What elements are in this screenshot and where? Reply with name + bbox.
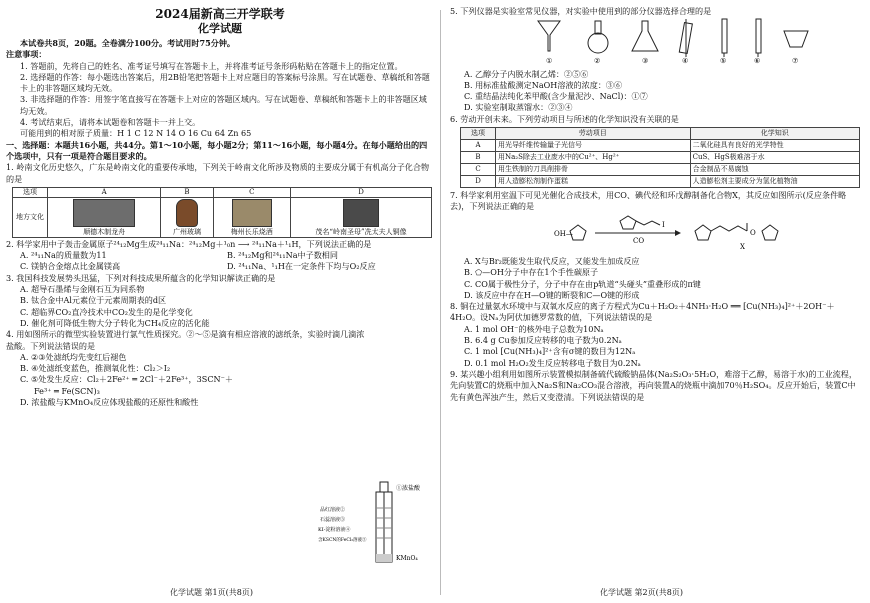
table-row [461,152,860,164]
table-cell: 用光导纤维传输量子光信号 [496,140,691,152]
atomic-mass-line: 可能用到的相对原子质量：H 1 C 12 N 14 O 16 Cu 64 Zn 65 [20,128,252,139]
round-flask-icon [588,21,608,53]
glass-vase-photo [176,199,198,227]
instrument-number: ③ [642,57,649,66]
option-c: C. 镁钠合金熔点比金属镁高 [20,261,121,272]
table-row [461,164,860,176]
option-c: C. 超临界CO₂直冷技术中CO₂发生的是化学变化 [20,306,193,317]
question-3-stem: 3. 我国科技发展势头迅猛，下列对科技成果所蕴含的化学知识解读正确的是 [6,272,276,283]
caption: 广州玻璃 [172,227,201,236]
instrument-number: ② [594,57,601,66]
condenser-icon [679,19,692,57]
table-cell: 用生铁制的刀具削排骨 [496,164,691,176]
chlorine-apparatus-diagram [318,478,438,568]
notes-heading: 注意事项： [6,49,47,60]
question-7-stem: 7. 科学家利用室温下可见光催化合成技术，用CO、碘代烃和环戊醇制备化合物X，其反应如图所示(反应条件略去)，下列说法正确的是 [450,190,847,212]
table-cell: A [461,140,496,152]
question-6-table [460,127,860,188]
option-row [6,250,434,261]
table-row [461,140,860,152]
option-d: D. 0.1 mol H₂O₂发生反应转移电子数目为0.2Nₐ [464,357,641,368]
lab-instruments-diagram [450,17,850,65]
left-column [6,6,434,408]
question-9-stem: 9. 某兴趣小组利用如图所示装置模拟制备硫代硫酸钠晶体(Na₂S₂O₃·5H₂O，难溶于乙醇，易溶于水)的工业流程，先向装置C的烧瓶中加入Na₂S和Na₂CO₃混合溶液，再向装置A的烧瓶中滴加70％H₂SO₄。反应开始后，装置C中先有黄色浑浊产生，然后又变澄清。下列说法错误的是 [450,368,857,402]
iodoalkane-structure [620,216,665,229]
exam-intro: 本试卷共8页，20题。全卷满分100分。考试用时75分钟。 [20,38,236,48]
option-c: C. CO属于极性分子，分子中存在由p轨道“头碰头”重叠形成的π键 [464,278,701,289]
conical-flask-icon [632,21,658,51]
dragon-boat-photo [73,199,135,227]
apparatus-label: KMnO₄ [396,555,418,562]
table-header-cell: 选项 [461,128,496,140]
question-6-stem: 6. 劳动开创未来。下列劳动项目与所述的化学知识没有关联的是 [450,113,679,124]
table-cell: CuS、HgS极难溶于水 [690,152,859,164]
instrument-number: ⑤ [720,57,727,66]
column-divider [440,10,441,595]
apparatus-label: 含KSCN的FeCl₂溶液⑤ [318,538,367,543]
svg-text:I: I [662,220,665,229]
question-4-stem: 4. 用如图所示的微型实验装置进行氯气性质探究。②～⑤是滴有相应溶液的滤纸条，实验时滴几滴浓盐酸。下列说法错误的是 [6,329,365,351]
svg-text:OH—: OH— [554,229,573,238]
note-item: 2. 选择题的作答：每小题选出答案后，用2B铅笔把答题卡上对应题目的答案标号涂黑。写在试题卷、草稿纸和答题卡上的非答题区域均无效。 [20,71,430,94]
option-c: C. ⑤处发生反应：Cl₂＋2Fe²⁺ ═ 2Cl⁻＋2Fe³⁺，3SCN⁻＋ [20,374,233,385]
product-label: X [740,242,745,251]
table-header-cell: D [291,187,432,197]
note-item: 1. 答题前，先将自己的姓名、准考证号填写在答题卡上，并将准考证号条形码粘贴在答题卡上的指定位置。 [20,60,403,71]
table-header-cell: A [48,187,161,197]
table-cell: B [461,152,496,164]
caption: 茂名“岭南圣母”冼太夫人铜像 [315,227,407,236]
table-cell: 用人造膨松剂制作蛋糕 [496,176,691,188]
apparatus-label: ①浓盐酸 [396,485,421,492]
question-2-stem: 2. 科学家用中子轰击金属原子²⁴₁₂Mg生成²⁴₁₁Na：²⁴₁₂Mg＋¹₀n ⟶ ²⁴₁₁Na＋¹₁H，下列说法正确的是 [6,238,372,249]
table-header-cell: 化学知识 [690,128,859,140]
option-c-continued: Fe³⁺ ═ Fe(SCN)₃ [34,385,100,396]
apparatus-label: 品红溶液② [320,507,346,513]
bronze-statue-photo [343,199,379,227]
reagent-label: CO [633,236,645,245]
note-item: 4. 考试结束后，请将本试题卷和答题卡一并上交。 [20,117,201,128]
apparatus-label: 石蕊溶液③ [320,517,346,523]
instrument-number: ⑦ [792,57,799,66]
note-item: 3. 非选择题的作答：用签字笔直接写在答题卡上对应的答题区域内。写在试题卷、草稿纸和答题卡上的非答题区域均无效。 [20,94,427,116]
page-footer-left: 化学试题 第1页(共8页) [170,588,253,597]
question-1-table [12,187,432,238]
burette-icon [722,19,727,57]
option-b: B. 钛合金中Al元素位于元素周期表的d区 [20,295,167,306]
table-cell: 合金制品不易腐蚀 [690,164,859,176]
apparatus-label: KI-淀粉溶液④ [318,527,351,533]
option-d: D. 实验室制取蒸馏水：②③④ [464,102,573,113]
right-column [450,6,862,403]
question-5-stem: 5. 下列仪器是实验室常见仪器，对实验中使用到的部分仪器选择合理的是 [450,6,712,16]
instrument-number: ① [546,57,553,66]
option-a: A. 超导石墨烯与金刚石互为同系物 [20,284,145,295]
instrument-number: ④ [682,57,689,66]
option-b-cell [161,197,213,237]
option-c: C. 重结晶法纯化苯甲酸(含少量泥沙、NaCl)：①⑦ [464,91,648,102]
option-b: B. 6.4 g Cu参加反应转移的电子数为0.2Nₐ [464,335,622,346]
funnel-icon [538,21,560,51]
option-b: B. ²⁴₁₂Mg和²⁴₁₁Na中子数相同 [227,250,338,261]
table-header-cell: 选项 [13,187,48,197]
burette-icon [756,19,761,57]
option-row [6,261,434,272]
svg-text:O: O [750,228,756,237]
question-8-stem: 8. 铜在过量氨水环境中与双氧水反应的离子方程式为Cu＋H₂O₂＋4NH₃·H₂O ══ [Cu(NH₃)₄]²⁺＋2OH⁻＋4H₂O。设Nₐ为阿伏加德罗常数的值，下列说法错误的是 [450,301,835,323]
liquor-photo [232,199,272,227]
option-d-cell [291,197,432,237]
caption: 梅州长乐烧酒 [230,227,273,236]
table-cell: 二氧化硅具有良好的光学特性 [690,140,859,152]
instrument-number: ⑥ [754,57,761,66]
caption: 顺德木制龙舟 [83,227,126,236]
option-a: A. 乙醇分子内脱水制乙烯：②⑤⑥ [464,68,589,79]
cyclopentanol-structure [554,225,586,240]
row-label: 地方文化 [13,197,48,237]
page-footer-right: 化学试题 第2页(共8页) [600,588,683,597]
exam-subtitle: 化学试题 [198,22,242,35]
option-b: B. 用标准盐酸测定NaOH溶液的浓度：③⑥ [464,79,623,90]
question-1-stem: 1. 岭南文化历史悠久，广东是岭南文化的重要传承地，下列关于岭南文化所涉及物质的主要成分属于有机高分子化合物的是 [6,162,430,184]
option-a: A. 1 mol OH⁻的核外电子总数为10Nₐ [464,323,604,334]
reaction-scheme [450,213,850,253]
option-a: A. ②③处滤纸均先变红后褪色 [20,351,127,362]
option-d: D. 该反应中存在H—O键的断裂和C—O键的形成 [464,289,640,300]
option-d: D. 催化剂可降低生物大分子转化为CH₄反应的活化能 [20,317,210,328]
table-cell: D [461,176,496,188]
product-x-structure [695,223,778,240]
dropper-bulb [380,482,388,492]
table-cell: 人造膨松剂主要成分为氢化植物油 [690,176,859,188]
exam-title: 2024届新高三开学联考 [155,7,285,21]
evaporating-dish-icon [784,31,808,47]
table-header-cell: B [161,187,213,197]
option-c: C. 1 mol [Cu(NH₃)₄]²⁺含有σ键的数目为12Nₐ [464,346,636,357]
table-header-cell: 劳动项目 [496,128,691,140]
option-d: D. 浓盐酸与KMnO₄反应体现盐酸的还原性和酸性 [20,397,199,408]
option-a-cell [48,197,161,237]
option-a: A. X与Br₂既能发生取代反应，又能发生加成反应 [464,255,640,266]
table-cell: 用Na₂S除去工业废水中的Cu²⁺、Hg²⁺ [496,152,691,164]
table-header-cell: C [213,187,290,197]
table-cell: C [461,164,496,176]
option-d: D. ²⁴₁₁Na、¹₁H在一定条件下均与O₂反应 [227,261,376,272]
option-a: A. ²⁴₁₁Na的质量数为11 [20,250,107,261]
section-one-heading: 一、选择题：本题共16小题，共44分。第1～10小题，每小题2分；第11～16小题，每小题4分。在每小题给出的四个选项中，只有一项是符合题目要求的。 [6,139,428,161]
table-row [461,176,860,188]
option-b: B. ④处滤纸变蓝色，推测氧化性：Cl₂＞I₂ [20,363,171,374]
option-c-cell [213,197,290,237]
option-b: B. ⬠—OH分子中存在1个手性碳原子 [464,267,599,278]
